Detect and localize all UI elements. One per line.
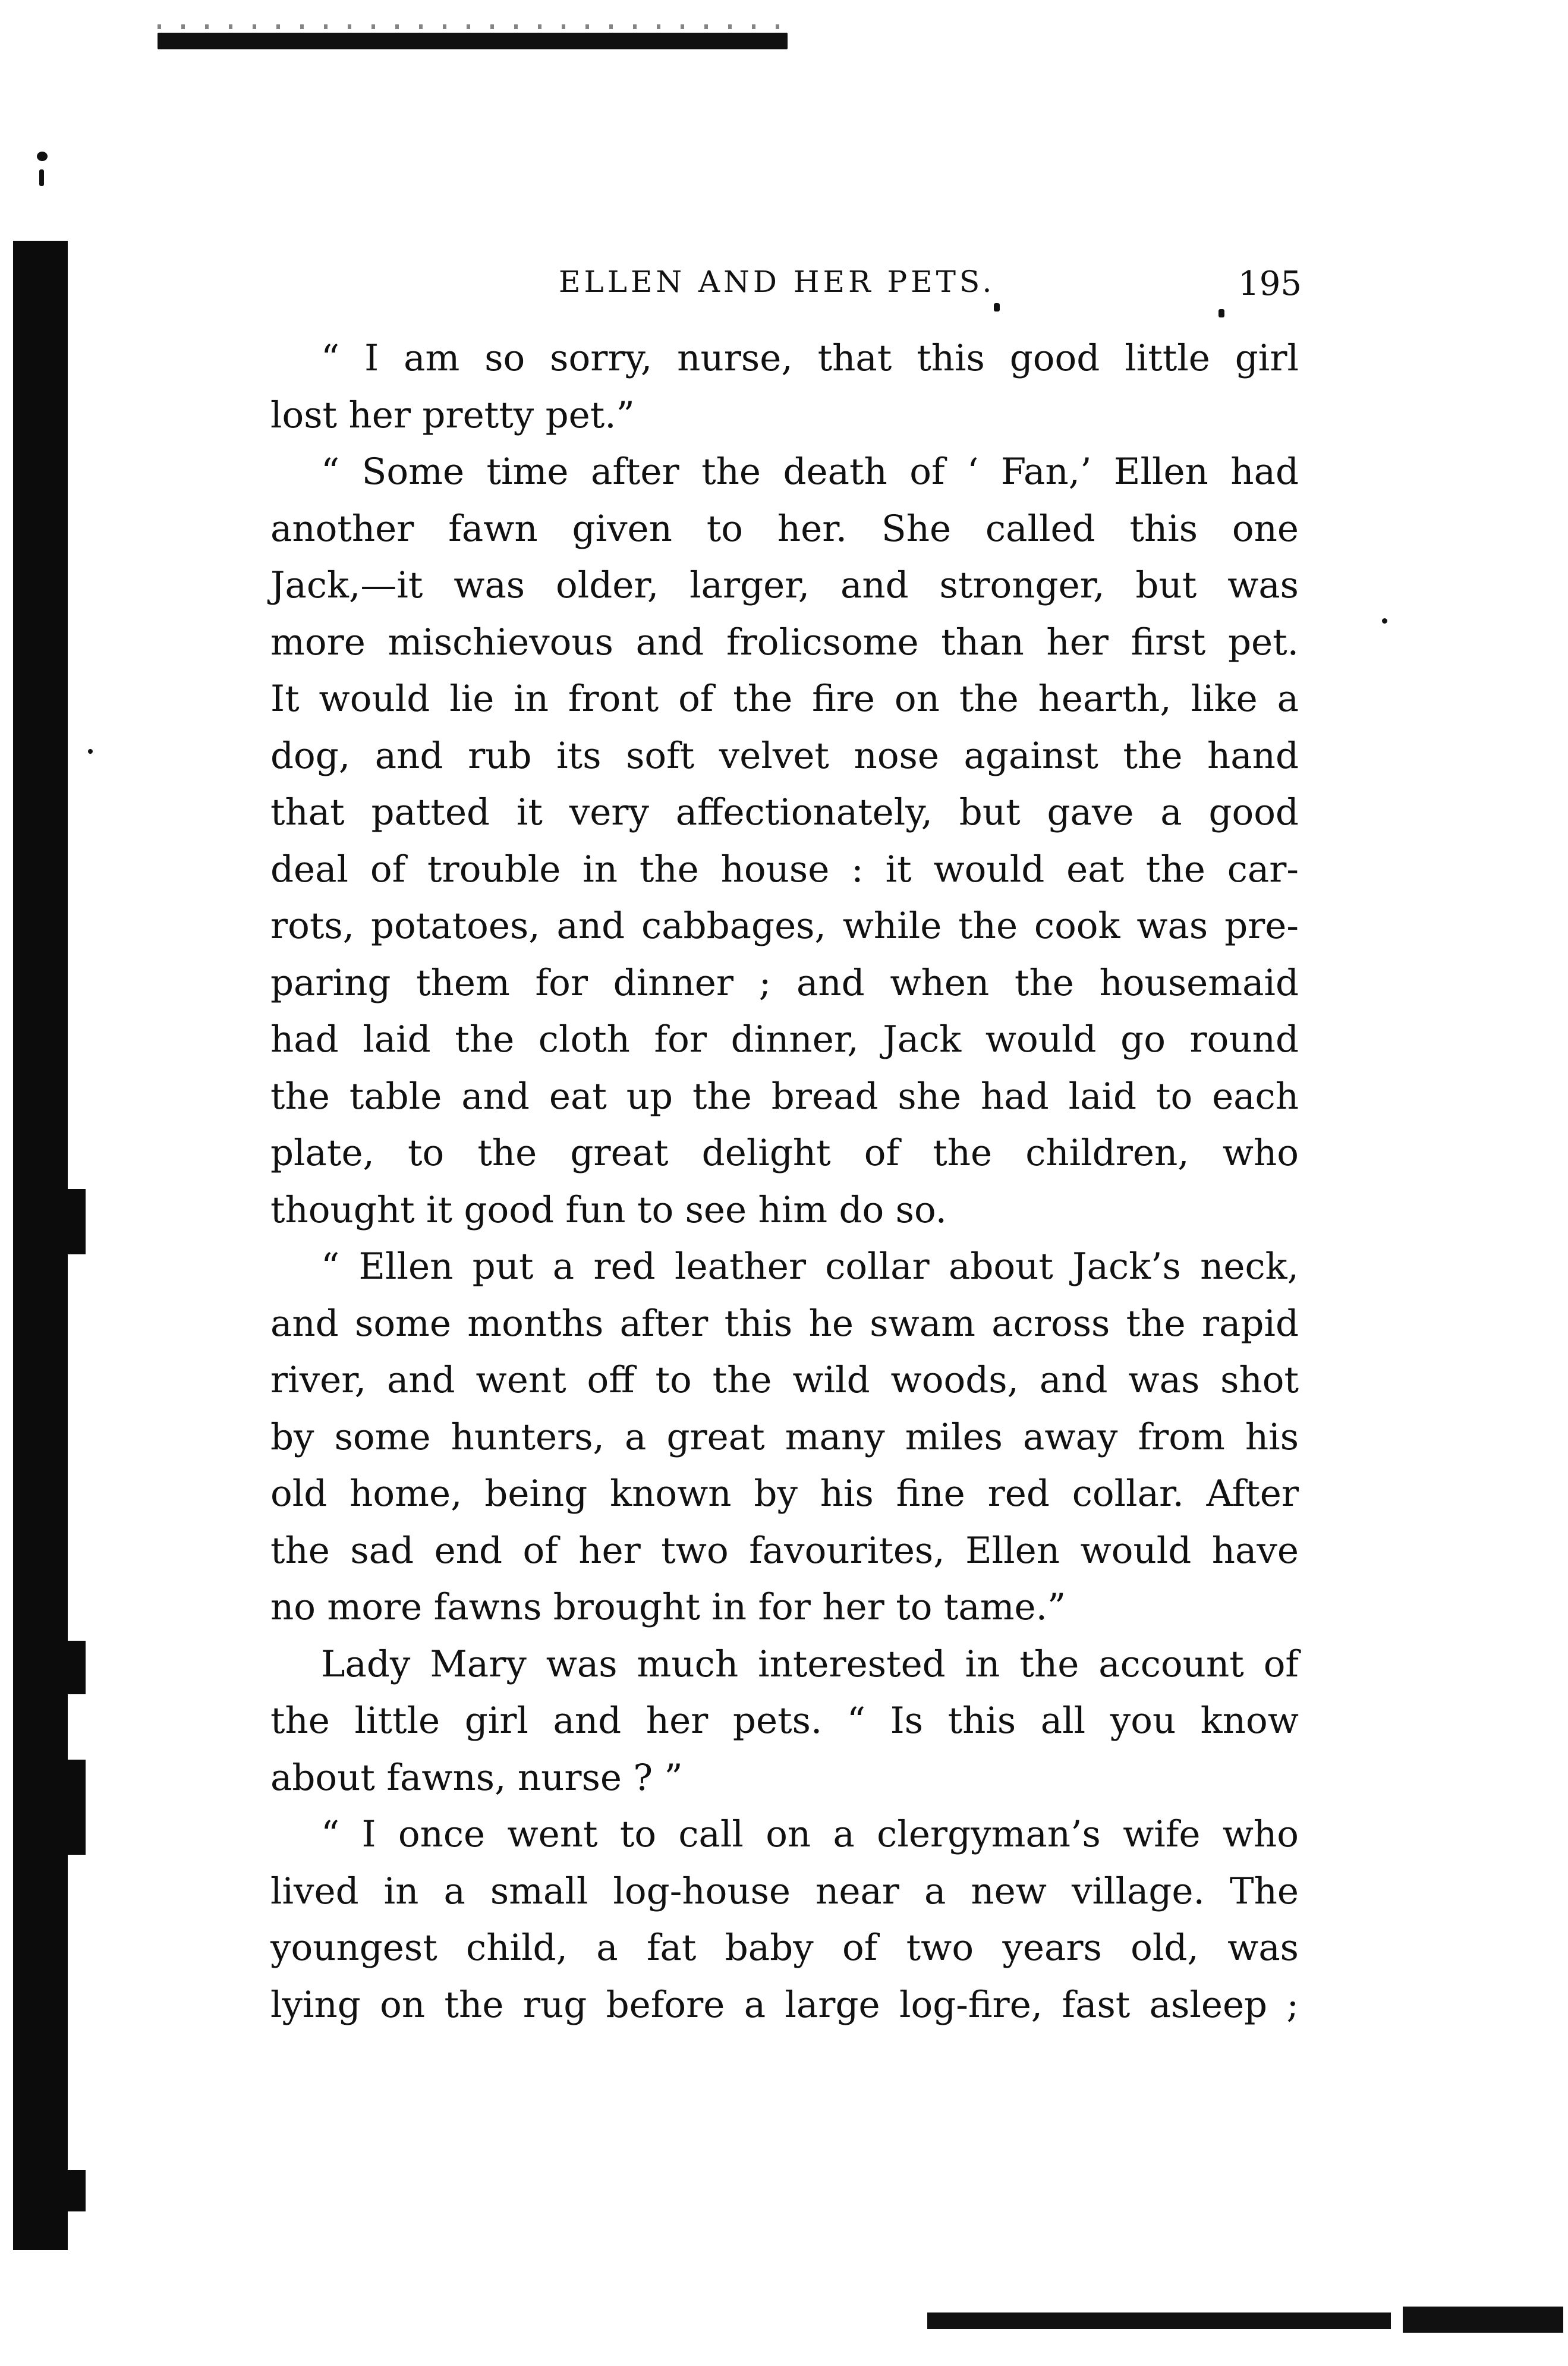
text-line: plate, to the great delight of the children, who [270, 1132, 1299, 1174]
text-line: “ I once went to call on a clergyman’s wife who [321, 1813, 1299, 1855]
scan-artifact-left-bar [13, 241, 68, 2250]
text-line: thought it good fun to see him do so. [270, 1188, 947, 1231]
scan-artifact-left-notch [62, 2170, 86, 2211]
running-head [279, 265, 1302, 312]
text-line: “ I am so sorry, nurse, that this good little girl [321, 337, 1299, 379]
text-line: more mischievous and frolicsome than her first pet. [270, 621, 1299, 663]
text-line: that patted it very affectionately, but gave a good [270, 791, 1299, 833]
text-line: youngest child, a fat baby of two years old, was [270, 1927, 1299, 1969]
text-line: rots, potatoes, and cabbages, while the cook was pre- [270, 905, 1299, 947]
scan-artifact-speck [39, 169, 44, 186]
text-line: no more fawns brought in for her to tame.” [270, 1586, 1066, 1628]
text-line: “ Ellen put a red leather collar about Jack’s neck, [321, 1245, 1299, 1288]
text-line: old home, being known by his fine red collar. After [270, 1473, 1299, 1515]
scan-artifact-bottom-bar [927, 2312, 1391, 2329]
scan-artifact-left-notch [62, 1189, 86, 1254]
text-line: Jack,—it was older, larger, and stronger, but was [270, 564, 1299, 606]
scan-artifact-left-notch [62, 1641, 86, 1694]
running-title: ELLEN AND HER PETS. [559, 265, 996, 299]
text-line: river, and went off to the wild woods, and was shot [270, 1359, 1299, 1401]
scan-artifact-speck [88, 749, 93, 754]
text-line: paring them for dinner ; and when the housemaid [270, 961, 1299, 1004]
text-line: by some hunters, a great many miles away from his [270, 1415, 1299, 1458]
text-line: lost her pretty pet.” [270, 394, 635, 436]
text-line: lying on the rug before a large log-fire, fast asleep ; [270, 1983, 1299, 2026]
text-line: deal of trouble in the house : it would eat the car- [270, 848, 1299, 891]
scan-artifact-left-notch [62, 1760, 86, 1855]
text-line: the table and eat up the bread she had laid to each [270, 1075, 1299, 1118]
scan-artifact-bottom-bar [1403, 2307, 1563, 2333]
scan-artifact-speck [37, 152, 48, 161]
text-line: It would lie in front of the fire on the hearth, like a [270, 678, 1299, 720]
text-line: had laid the cloth for dinner, Jack would go round [270, 1018, 1299, 1061]
text-line: another fawn given to her. She called this one [270, 507, 1299, 550]
text-line: Lady Mary was much interested in the account of [321, 1643, 1299, 1685]
page-number: 195 [1238, 265, 1302, 303]
text-line: and some months after this he swam across the rapid [270, 1302, 1299, 1345]
text-line: lived in a small log-house near a new village. The [270, 1870, 1299, 1912]
text-line: the sad end of her two favourites, Ellen would have [270, 1529, 1299, 1572]
text-line: “ Some time after the death of ‘ Fan,’ Ellen had [321, 451, 1299, 493]
text-line: dog, and rub its soft velvet nose against the hand [270, 734, 1299, 777]
scan-artifact-speck [1382, 618, 1387, 624]
body-text [270, 330, 1299, 2033]
text-line: the little girl and her pets. “ Is this all you know [270, 1700, 1299, 1742]
scan-artifact-top-bar [158, 33, 788, 49]
text-line: about fawns, nurse ? ” [270, 1756, 683, 1799]
